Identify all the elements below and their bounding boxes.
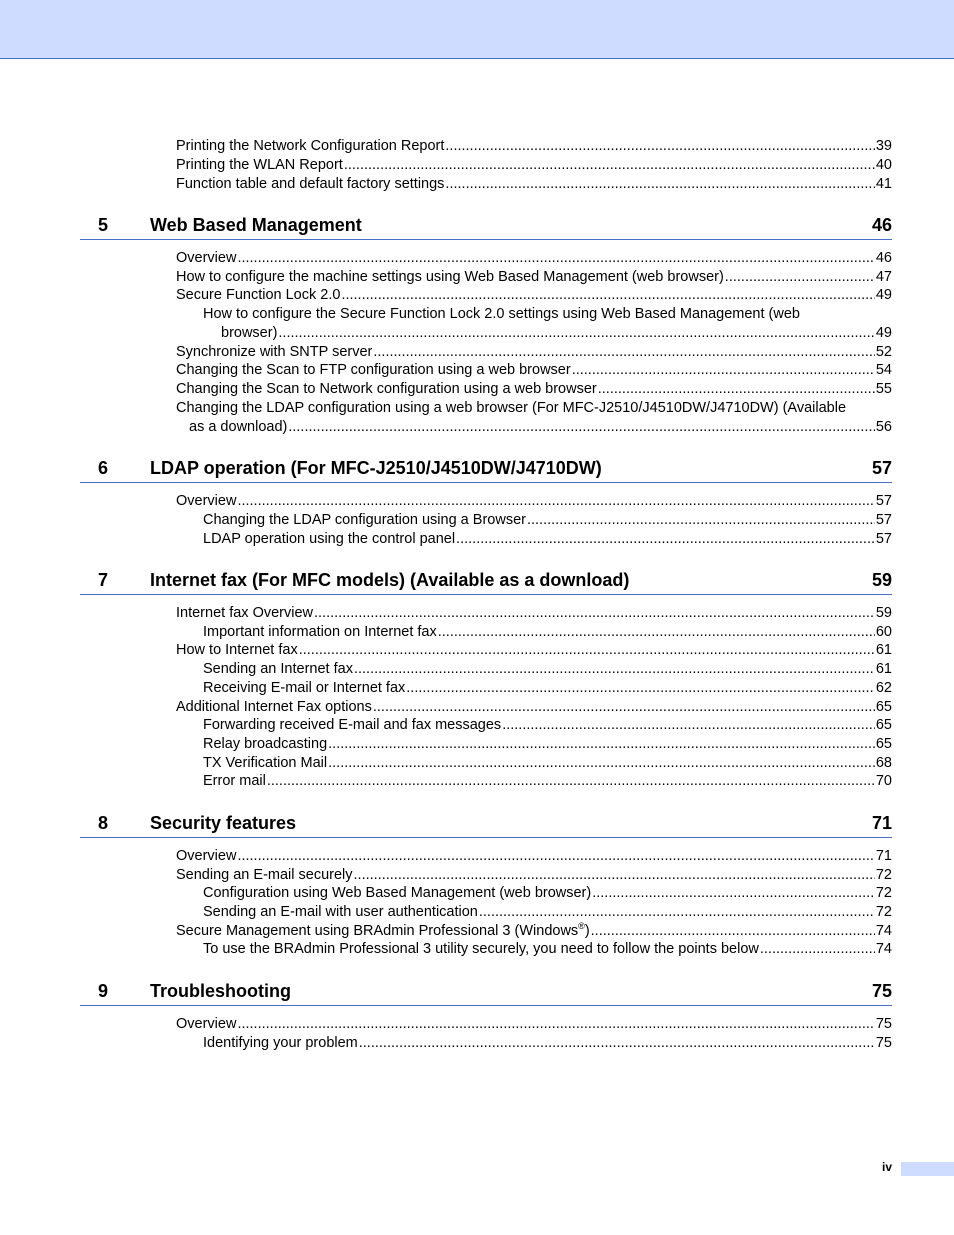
toc-entry-page: 74 <box>875 923 892 939</box>
toc-entry-page: 57 <box>875 493 892 509</box>
toc-entry-title: Internet fax Overview <box>176 605 313 621</box>
leader-dots <box>237 1015 874 1034</box>
toc-entry-page: 46 <box>875 250 892 266</box>
toc-entry[interactable] <box>203 754 892 773</box>
toc-entry-page: 61 <box>875 642 892 658</box>
toc-entry-page: 49 <box>875 287 892 303</box>
chapter-number: 8 <box>98 813 109 833</box>
leader-dots <box>438 623 875 642</box>
chapter-title: Web Based Management <box>150 215 362 235</box>
toc-entry-title-line1: How to configure the Secure Function Lock 2.0 settings using Web Based Management (web <box>203 306 800 322</box>
chapter-title: LDAP operation (For MFC-J2510/J4510DW/J4710DW) <box>150 458 602 478</box>
page-number: iv <box>881 1160 892 1174</box>
leader-dots <box>299 641 875 660</box>
toc-entry-page: 57 <box>875 531 892 547</box>
leader-dots <box>591 922 875 941</box>
toc-entry-page: 40 <box>875 157 892 173</box>
chapter-number: 5 <box>98 215 109 235</box>
toc-entry[interactable] <box>203 772 892 791</box>
toc-entry[interactable] <box>176 1015 892 1034</box>
toc-entry-page: 72 <box>875 885 892 901</box>
toc-entry-title: How to Internet fax <box>176 642 298 658</box>
leader-dots <box>267 772 875 791</box>
chapter-heading-8[interactable] <box>80 813 892 838</box>
registered-mark: ® <box>578 921 585 932</box>
toc-entry[interactable] <box>176 922 892 941</box>
toc-entry[interactable] <box>176 343 892 362</box>
chapter-title: Internet fax (For MFC models) (Available as a download) <box>150 570 630 590</box>
toc-entry-title: Receiving E-mail or Internet fax <box>203 680 406 696</box>
toc-entry[interactable] <box>203 511 892 530</box>
toc-entry-page: 65 <box>875 699 892 715</box>
toc-entry-page: 41 <box>875 176 892 192</box>
toc-entry[interactable] <box>176 249 892 268</box>
leader-dots <box>598 380 875 399</box>
toc-entry[interactable] <box>203 305 892 343</box>
toc-entry-title: LDAP operation using the control panel <box>203 531 456 547</box>
toc-entry-page: 68 <box>875 755 892 771</box>
toc-entry-title: Synchronize with SNTP server <box>176 344 373 360</box>
chapter-page: 71 <box>871 813 892 833</box>
toc-entry-title: Sending an E-mail with user authentication <box>203 904 478 920</box>
leader-dots <box>445 137 874 156</box>
leader-dots <box>373 698 875 717</box>
toc-entry[interactable] <box>203 735 892 754</box>
toc-entry-title: Overview <box>176 493 237 509</box>
toc-entry-title: Sending an E-mail securely <box>176 867 353 883</box>
toc-entry-title: Changing the Scan to FTP configuration using a web browser <box>176 362 571 378</box>
toc-entry-title: Additional Internet Fax options <box>176 699 372 715</box>
toc-entry-page: 75 <box>875 1035 892 1051</box>
toc-entry[interactable] <box>176 175 892 194</box>
toc-entry-page: 49 <box>875 325 892 341</box>
toc-entry[interactable] <box>176 698 892 717</box>
toc-entry[interactable] <box>203 903 892 922</box>
chapter-heading-5[interactable] <box>80 215 892 240</box>
toc-entry-title: Sending an Internet fax <box>203 661 353 677</box>
chapter-title: Troubleshooting <box>150 981 291 1001</box>
toc-entry[interactable] <box>176 604 892 623</box>
toc-entry-page: 54 <box>875 362 892 378</box>
toc-entry[interactable] <box>176 268 892 287</box>
toc-entry[interactable] <box>203 623 892 642</box>
toc-entry-title: Configuration using Web Based Management (web browser) <box>203 885 592 901</box>
leader-dots <box>456 530 875 549</box>
toc-entry-page: 62 <box>875 680 892 696</box>
toc-entry-title-part: Secure Management using BRAdmin Professional 3 (Windows <box>176 923 579 939</box>
leader-dots <box>760 940 875 959</box>
toc-entry-page: 74 <box>875 941 892 957</box>
chapter-page: 46 <box>871 215 892 235</box>
leader-dots <box>725 268 875 287</box>
toc-entry-page: 60 <box>875 624 892 640</box>
toc-entry[interactable] <box>176 286 892 305</box>
toc-entry[interactable] <box>203 660 892 679</box>
toc-entry-title-line2: as a download) <box>189 419 288 435</box>
toc-entry-title: Function table and default factory settings <box>176 176 445 192</box>
chapter-number: 7 <box>98 570 109 590</box>
toc-entry-title: Error mail <box>203 773 266 789</box>
toc-entry[interactable] <box>203 940 892 959</box>
toc-entry[interactable] <box>176 866 892 885</box>
toc-entry-page: 56 <box>875 419 892 435</box>
toc-entry-title: Overview <box>176 1016 237 1032</box>
toc-entry-title: TX Verification Mail <box>203 755 328 771</box>
toc-entry-title: Changing the LDAP configuration using a Browser <box>203 512 526 528</box>
toc-entry[interactable] <box>176 361 892 380</box>
toc-entry-page: 57 <box>875 512 892 528</box>
toc-entry[interactable] <box>203 884 892 903</box>
leader-dots <box>359 1034 875 1053</box>
toc-entry-page: 72 <box>875 904 892 920</box>
leader-dots <box>314 604 875 623</box>
toc-entry[interactable] <box>203 716 892 735</box>
toc-entry-title: Overview <box>176 848 237 864</box>
chapter-number: 9 <box>98 981 109 1001</box>
leader-dots <box>344 156 875 175</box>
toc-entry-title: Changing the Scan to Network configuration using a web browser <box>176 381 597 397</box>
leader-dots <box>354 660 875 679</box>
leader-dots <box>354 866 875 885</box>
toc-entry-title-part: ) <box>584 923 590 939</box>
toc-entry[interactable] <box>203 679 892 698</box>
toc-entry[interactable] <box>176 380 892 399</box>
toc-entry-title <box>176 922 590 941</box>
toc-entry-page: 75 <box>875 1016 892 1032</box>
toc-entry-page: 47 <box>875 269 892 285</box>
leader-dots <box>328 754 875 773</box>
toc-entry-page: 61 <box>875 661 892 677</box>
chapter-heading-7[interactable] <box>80 570 892 595</box>
leader-dots <box>373 343 875 362</box>
toc-entry[interactable] <box>176 399 892 437</box>
toc-entry-title-line1: Changing the LDAP configuration using a web browser (For MFC-J2510/J4510DW/J4710DW) (Available <box>176 400 847 416</box>
toc-entry-page: 39 <box>875 138 892 154</box>
toc-entry[interactable] <box>176 137 892 156</box>
toc-entry-title: Important information on Internet fax <box>203 624 437 640</box>
toc-entry-page: 72 <box>875 867 892 883</box>
chapter-heading-6[interactable] <box>80 458 892 483</box>
toc-entry-page: 52 <box>875 344 892 360</box>
leader-dots <box>278 324 874 343</box>
toc-entry-page: 71 <box>875 848 892 864</box>
leader-dots <box>288 418 875 437</box>
leader-dots <box>592 884 875 903</box>
toc-entry-title: Overview <box>176 250 237 266</box>
toc-entry[interactable] <box>176 492 892 511</box>
toc-entry-title: Printing the Network Configuration Report <box>176 138 445 154</box>
leader-dots <box>237 249 874 268</box>
footer-tab <box>901 1162 954 1176</box>
toc-entry-title: Relay broadcasting <box>203 736 328 752</box>
leader-dots <box>527 511 875 530</box>
toc-entry[interactable] <box>176 156 892 175</box>
chapter-page: 57 <box>871 458 892 478</box>
leader-dots <box>502 716 875 735</box>
leader-dots <box>445 175 874 194</box>
toc-entry-title: Secure Function Lock 2.0 <box>176 287 341 303</box>
toc-entry-title: Printing the WLAN Report <box>176 157 343 173</box>
chapter-page: 59 <box>871 570 892 590</box>
leader-dots <box>406 679 875 698</box>
chapter-title: Security features <box>150 813 297 833</box>
chapter-number: 6 <box>98 458 109 478</box>
toc-entry[interactable] <box>203 530 892 549</box>
toc-entry-page: 55 <box>875 381 892 397</box>
leader-dots <box>328 735 875 754</box>
header-band <box>0 0 954 59</box>
toc-entry-page: 70 <box>875 773 892 789</box>
chapter-heading-9[interactable] <box>80 981 892 1006</box>
toc-entry-title: To use the BRAdmin Professional 3 utility securely, you need to follow the points below <box>203 941 759 957</box>
toc-entry-title-line2: browser) <box>221 325 278 341</box>
leader-dots <box>237 492 874 511</box>
toc-entry-title: How to configure the machine settings using Web Based Management (web browser) <box>176 269 724 285</box>
toc-entry[interactable] <box>203 1034 892 1053</box>
chapter-page: 75 <box>871 981 892 1001</box>
leader-dots <box>479 903 875 922</box>
leader-dots <box>341 286 874 305</box>
toc-entry-page: 59 <box>875 605 892 621</box>
toc-entry-page: 65 <box>875 736 892 752</box>
toc-entry-page: 65 <box>875 717 892 733</box>
leader-dots <box>572 361 875 380</box>
toc-entry[interactable] <box>176 641 892 660</box>
toc-entry-title: Forwarding received E-mail and fax messages <box>203 717 502 733</box>
leader-dots <box>237 847 874 866</box>
toc-entry-title: Identifying your problem <box>203 1035 358 1051</box>
toc-entry[interactable] <box>176 847 892 866</box>
